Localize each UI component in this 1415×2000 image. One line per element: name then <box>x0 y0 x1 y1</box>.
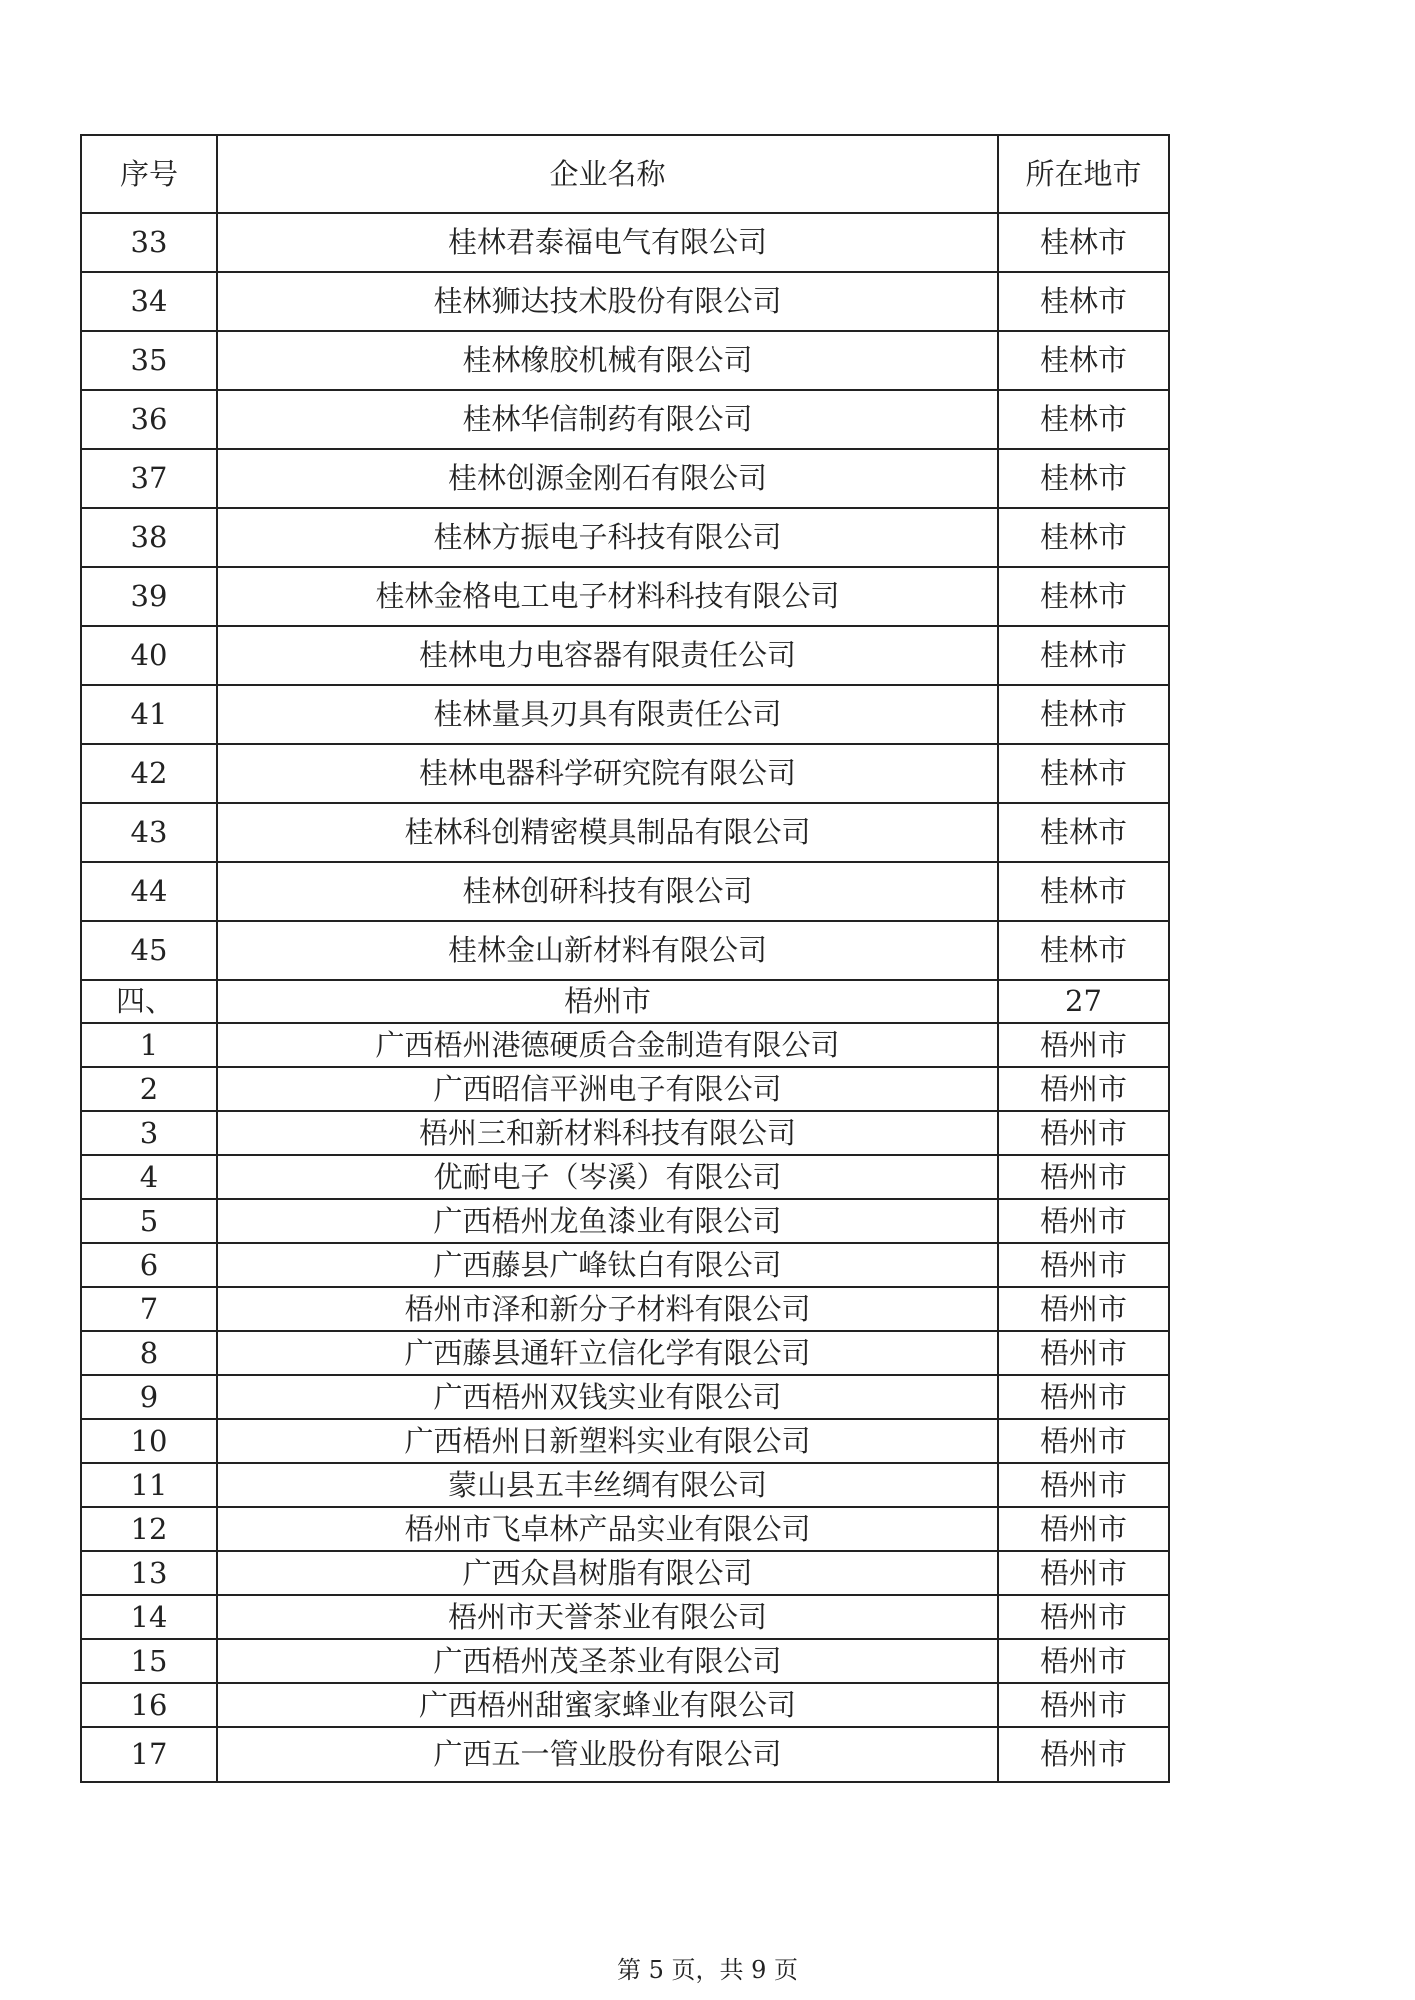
cell-seq: 39 <box>81 567 217 626</box>
cell-city: 梧州市 <box>998 1551 1169 1595</box>
table-row <box>81 862 1169 921</box>
cell-city: 桂林市 <box>998 685 1169 744</box>
cell-company-name: 桂林华信制药有限公司 <box>217 390 998 449</box>
cell-city: 梧州市 <box>998 1111 1169 1155</box>
cell-city: 桂林市 <box>998 390 1169 449</box>
header-seq: 序号 <box>81 135 217 213</box>
cell-seq: 14 <box>81 1595 217 1639</box>
cell-city: 梧州市 <box>998 1287 1169 1331</box>
table-row <box>81 1507 1169 1551</box>
header-city: 所在地市 <box>998 135 1169 213</box>
table-row <box>81 272 1169 331</box>
cell-company-name: 广西梧州甜蜜家蜂业有限公司 <box>217 1683 998 1727</box>
table-row <box>81 390 1169 449</box>
table-row <box>81 213 1169 272</box>
cell-company-name: 桂林量具刃具有限责任公司 <box>217 685 998 744</box>
table-header-row <box>81 135 1169 213</box>
cell-company-name: 桂林橡胶机械有限公司 <box>217 331 998 390</box>
table-row <box>81 449 1169 508</box>
table-row <box>81 1067 1169 1111</box>
cell-seq: 12 <box>81 1507 217 1551</box>
cell-seq: 38 <box>81 508 217 567</box>
cell-city: 梧州市 <box>998 1155 1169 1199</box>
cell-company-name: 梧州市泽和新分子材料有限公司 <box>217 1287 998 1331</box>
cell-company-name: 广西众昌树脂有限公司 <box>217 1551 998 1595</box>
cell-city: 桂林市 <box>998 449 1169 508</box>
cell-company-name: 广西梧州港德硬质合金制造有限公司 <box>217 1023 998 1067</box>
cell-seq: 35 <box>81 331 217 390</box>
cell-seq: 34 <box>81 272 217 331</box>
cell-company-name: 梧州市天誉茶业有限公司 <box>217 1595 998 1639</box>
cell-city: 梧州市 <box>998 1331 1169 1375</box>
cell-seq: 17 <box>81 1727 217 1782</box>
cell-city: 梧州市 <box>998 1683 1169 1727</box>
cell-seq: 1 <box>81 1023 217 1067</box>
cell-city: 梧州市 <box>998 1639 1169 1683</box>
table-row <box>81 1155 1169 1199</box>
cell-city: 桂林市 <box>998 508 1169 567</box>
cell-seq: 45 <box>81 921 217 980</box>
cell-city: 桂林市 <box>998 862 1169 921</box>
cell-city: 梧州市 <box>998 1375 1169 1419</box>
page-footer: 第 5 页，共 9 页 <box>616 1956 799 1984</box>
cell-seq: 10 <box>81 1419 217 1463</box>
table-row <box>81 567 1169 626</box>
cell-city: 桂林市 <box>998 272 1169 331</box>
company-table <box>80 134 1170 1783</box>
table-row <box>81 1243 1169 1287</box>
cell-seq: 8 <box>81 1331 217 1375</box>
cell-seq: 43 <box>81 803 217 862</box>
cell-seq: 5 <box>81 1199 217 1243</box>
table-body <box>81 213 1169 1782</box>
cell-company-name: 桂林金格电工电子材料科技有限公司 <box>217 567 998 626</box>
section-row <box>81 980 1169 1023</box>
table-row <box>81 685 1169 744</box>
cell-company-name: 广西藤县通轩立信化学有限公司 <box>217 1331 998 1375</box>
cell-city: 桂林市 <box>998 567 1169 626</box>
table-row <box>81 1639 1169 1683</box>
cell-city: 桂林市 <box>998 213 1169 272</box>
cell-company-name: 桂林方振电子科技有限公司 <box>217 508 998 567</box>
table-row <box>81 921 1169 980</box>
cell-seq: 11 <box>81 1463 217 1507</box>
table-row <box>81 1551 1169 1595</box>
cell-city: 梧州市 <box>998 1727 1169 1782</box>
cell-seq: 16 <box>81 1683 217 1727</box>
table-row <box>81 1111 1169 1155</box>
cell-company-name: 梧州三和新材料科技有限公司 <box>217 1111 998 1155</box>
cell-seq: 33 <box>81 213 217 272</box>
cell-company-name: 桂林创源金刚石有限公司 <box>217 449 998 508</box>
cell-seq: 42 <box>81 744 217 803</box>
section-city-name: 梧州市 <box>217 980 998 1023</box>
table-row <box>81 1199 1169 1243</box>
cell-company-name: 桂林君泰福电气有限公司 <box>217 213 998 272</box>
header-name: 企业名称 <box>217 135 998 213</box>
cell-seq: 44 <box>81 862 217 921</box>
section-seq-label: 四、 <box>81 980 217 1023</box>
cell-company-name: 优耐电子（岑溪）有限公司 <box>217 1155 998 1199</box>
cell-company-name: 广西梧州日新塑料实业有限公司 <box>217 1419 998 1463</box>
cell-seq: 7 <box>81 1287 217 1331</box>
cell-seq: 6 <box>81 1243 217 1287</box>
cell-seq: 4 <box>81 1155 217 1199</box>
cell-city: 梧州市 <box>998 1067 1169 1111</box>
cell-seq: 41 <box>81 685 217 744</box>
table-row <box>81 1595 1169 1639</box>
cell-company-name: 广西五一管业股份有限公司 <box>217 1727 998 1782</box>
cell-seq: 40 <box>81 626 217 685</box>
cell-seq: 9 <box>81 1375 217 1419</box>
cell-company-name: 梧州市飞卓林产品实业有限公司 <box>217 1507 998 1551</box>
cell-company-name: 桂林电力电容器有限责任公司 <box>217 626 998 685</box>
cell-city: 梧州市 <box>998 1463 1169 1507</box>
cell-company-name: 桂林创研科技有限公司 <box>217 862 998 921</box>
cell-city: 桂林市 <box>998 626 1169 685</box>
cell-city: 梧州市 <box>998 1507 1169 1551</box>
cell-city: 梧州市 <box>998 1199 1169 1243</box>
cell-city: 梧州市 <box>998 1595 1169 1639</box>
cell-company-name: 广西梧州双钱实业有限公司 <box>217 1375 998 1419</box>
section-company-count: 27 <box>998 980 1169 1023</box>
table-row <box>81 1023 1169 1067</box>
cell-company-name: 广西梧州龙鱼漆业有限公司 <box>217 1199 998 1243</box>
cell-company-name: 广西昭信平洲电子有限公司 <box>217 1067 998 1111</box>
table-row <box>81 1683 1169 1727</box>
cell-company-name: 桂林科创精密模具制品有限公司 <box>217 803 998 862</box>
cell-city: 桂林市 <box>998 803 1169 862</box>
cell-company-name: 广西梧州茂圣茶业有限公司 <box>217 1639 998 1683</box>
table-row <box>81 1375 1169 1419</box>
cell-seq: 36 <box>81 390 217 449</box>
table-row <box>81 1727 1169 1782</box>
cell-city: 桂林市 <box>998 744 1169 803</box>
table-row <box>81 803 1169 862</box>
cell-city: 桂林市 <box>998 331 1169 390</box>
cell-company-name: 广西藤县广峰钛白有限公司 <box>217 1243 998 1287</box>
cell-city: 梧州市 <box>998 1419 1169 1463</box>
cell-seq: 2 <box>81 1067 217 1111</box>
table-row <box>81 626 1169 685</box>
table-row <box>81 508 1169 567</box>
cell-company-name: 桂林狮达技术股份有限公司 <box>217 272 998 331</box>
cell-company-name: 桂林金山新材料有限公司 <box>217 921 998 980</box>
table-row <box>81 1463 1169 1507</box>
cell-seq: 37 <box>81 449 217 508</box>
cell-seq: 15 <box>81 1639 217 1683</box>
cell-city: 梧州市 <box>998 1243 1169 1287</box>
cell-company-name: 蒙山县五丰丝绸有限公司 <box>217 1463 998 1507</box>
cell-seq: 13 <box>81 1551 217 1595</box>
cell-city: 桂林市 <box>998 921 1169 980</box>
cell-city: 梧州市 <box>998 1023 1169 1067</box>
table-row <box>81 1331 1169 1375</box>
table-row <box>81 1287 1169 1331</box>
table-row <box>81 744 1169 803</box>
cell-company-name: 桂林电器科学研究院有限公司 <box>217 744 998 803</box>
cell-seq: 3 <box>81 1111 217 1155</box>
table-row <box>81 331 1169 390</box>
table-row <box>81 1419 1169 1463</box>
